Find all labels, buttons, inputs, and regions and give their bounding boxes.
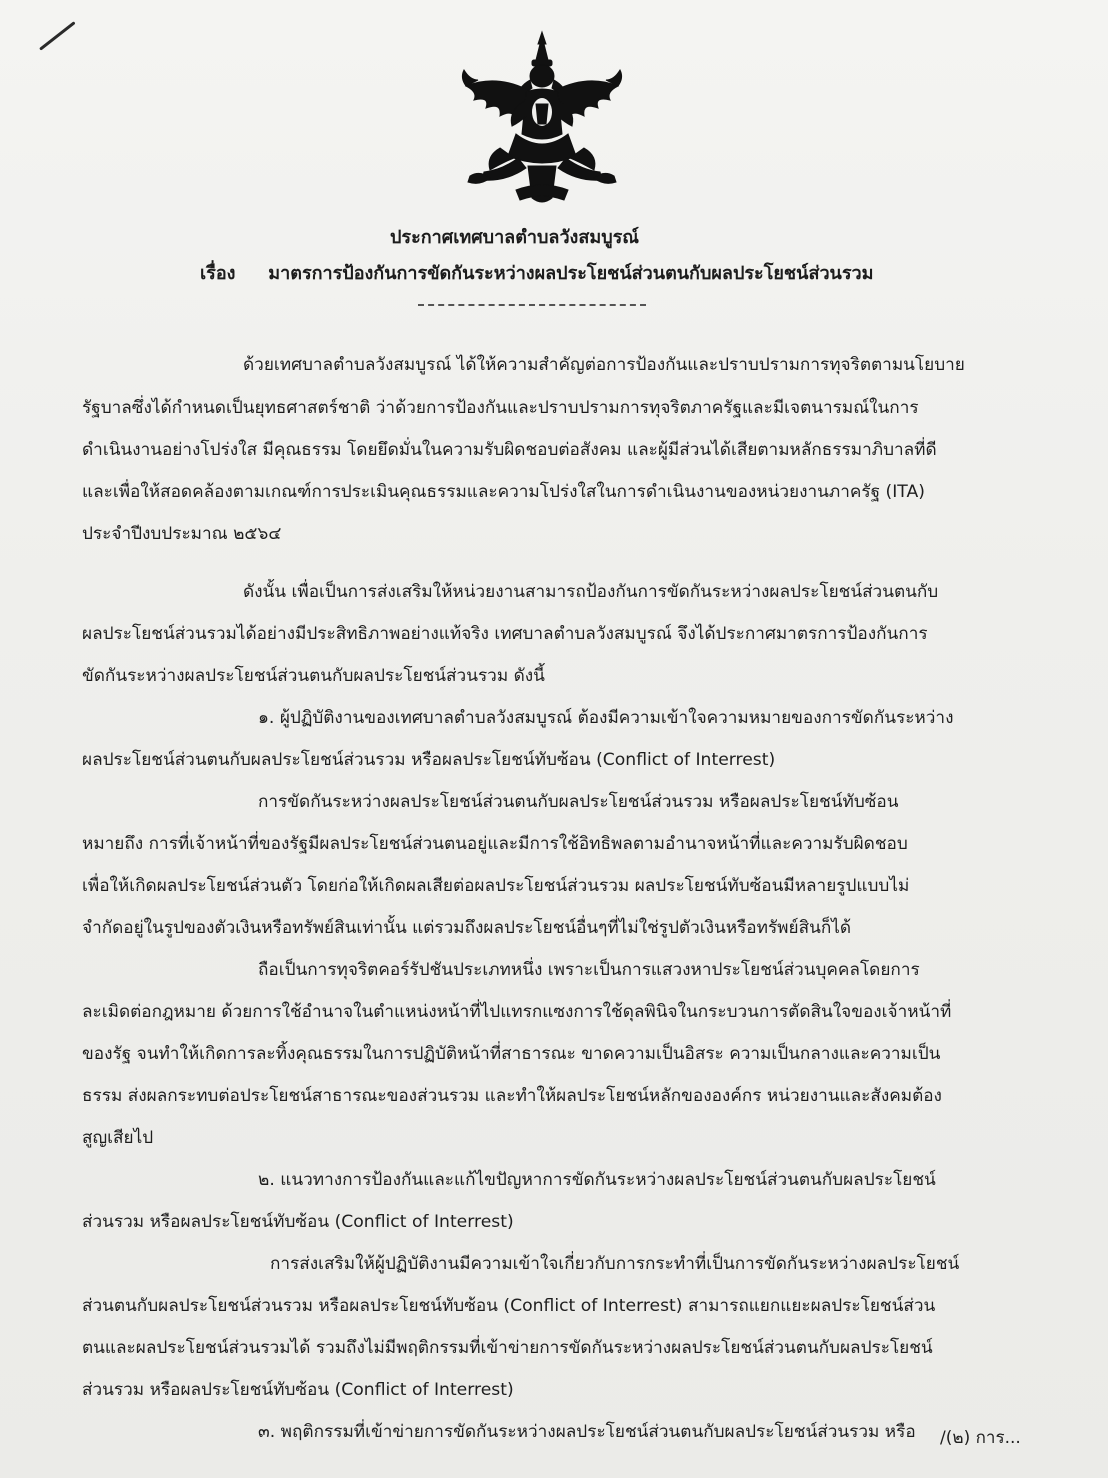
body-line: ดังนั้น เพื่อเป็นการส่งเสริมให้หน่วยงานสามารถป้องกันการขัดกันระหว่างผลประโยชน์ส่วนตนกับ <box>243 582 939 602</box>
body-line: ประจำปีงบประมาณ ๒๕๖๔ <box>82 524 282 544</box>
body-line: ถือเป็นการทุจริตคอร์รัปชันประเภทหนึ่ง เพราะเป็นการแสวงหาประโยชน์ส่วนบุคคลโดยการ <box>258 960 920 980</box>
subject-label: เรื่อง <box>200 263 236 284</box>
body-line: การส่งเสริมให้ผู้ปฏิบัติงานมีความเข้าใจเกี่ยวกับการกระทำที่เป็นการขัดกันระหว่างผลประโยชน์ <box>270 1254 960 1274</box>
continuation-note: /(๒) การ... <box>940 1428 1021 1448</box>
subject-row <box>200 258 874 287</box>
body-line: รัฐบาลซึ่งได้กำหนดเป็นยุทธศาสตร์ชาติ ว่าด้วยการป้องกันและปราบปรามการทุจริตภาครัฐและมีเจตนารมณ์ในการ <box>82 398 919 418</box>
body-line: ส่วนรวม หรือผลประโยชน์ทับซ้อน (Conflict of Interrest) <box>82 1212 514 1232</box>
body-line: จำกัดอยู่ในรูปของตัวเงินหรือทรัพย์สินเท่านั้น แต่รวมถึงผลประโยชน์อื่นๆที่ไม่ใช่รูปตัวเงินหรือทรัพย์สินก็ได้ <box>82 918 852 938</box>
body-line: ส่วนตนกับผลประโยชน์ส่วนรวม หรือผลประโยชน์ทับซ้อน (Conflict of Interrest) สามารถแยกแยะผลประโยชน์ส่วน <box>82 1296 936 1316</box>
body-line: ๒. แนวทางการป้องกันและแก้ไขปัญหาการขัดกันระหว่างผลประโยชน์ส่วนตนกับผลประโยชน์ <box>258 1170 936 1190</box>
body-line: ด้วยเทศบาลตำบลวังสมบูรณ์ ได้ให้ความสำคัญต่อการป้องกันและปราบปรามการทุจริตตามนโยบาย <box>243 355 965 375</box>
body-line: ๑. ผู้ปฏิบัติงานของเทศบาลตำบลวังสมบูรณ์ ต้องมีความเข้าใจความหมายของการขัดกันระหว่าง <box>258 708 954 728</box>
body-line: ผลประโยชน์ส่วนรวมได้อย่างมีประสิทธิภาพอย่างแท้จริง เทศบาลตำบลวังสมบูรณ์ จึงได้ประกาศมาตรการป้องกันการ <box>82 624 928 644</box>
body-line: ธรรม ส่งผลกระทบต่อประโยชน์สาธารณะของส่วนรวม และทำให้ผลประโยชน์หลักขององค์กร หน่วยงานและสังคมต้อง <box>82 1086 942 1106</box>
body-line: ของรัฐ จนทำให้เกิดการละทิ้งคุณธรรมในการปฏิบัติหน้าที่สาธารณะ ขาดความเป็นอิสระ ความเป็นกลางและความเป็น <box>82 1044 941 1064</box>
title-divider <box>418 304 646 306</box>
body-line: ดำเนินงานอย่างโปร่งใส มีคุณธรรม โดยยึดมั่นในความรับผิดชอบต่อสังคม และผู้มีส่วนได้เสียตามหลักธรรมาภิบาลที่ดี <box>82 440 937 460</box>
document-title: ประกาศเทศบาลตำบลวังสมบูรณ์ <box>390 227 639 248</box>
garuda-emblem-icon <box>456 30 628 206</box>
pen-mark <box>39 21 76 50</box>
subject-text: มาตรการป้องกันการขัดกันระหว่างผลประโยชน์ส่วนตนกับผลประโยชน์ส่วนรวม <box>268 263 874 284</box>
body-line: ขัดกันระหว่างผลประโยชน์ส่วนตนกับผลประโยชน์ส่วนรวม ดังนี้ <box>82 666 545 686</box>
body-line: และเพื่อให้สอดคล้องตามเกณฑ์การประเมินคุณธรรมและความโปร่งใสในการดำเนินงานของหน่วยงานภาครัฐ (ITA) <box>82 482 925 502</box>
body-line: ผลประโยชน์ส่วนตนกับผลประโยชน์ส่วนรวม หรือผลประโยชน์ทับซ้อน (Conflict of Interrest) <box>82 750 776 770</box>
body-line: การขัดกันระหว่างผลประโยชน์ส่วนตนกับผลประโยชน์ส่วนรวม หรือผลประโยชน์ทับซ้อน <box>258 792 899 812</box>
body-line: ๓. พฤติกรรมที่เข้าข่ายการขัดกันระหว่างผลประโยชน์ส่วนตนกับผลประโยชน์ส่วนรวม หรือ <box>258 1422 916 1442</box>
body-line: หมายถึง การที่เจ้าหน้าที่ของรัฐมีผลประโยชน์ส่วนตนอยู่และมีการใช้อิทธิพลตามอำนาจหน้าที่และความรับผิดชอบ <box>82 834 908 854</box>
body-line: ตนและผลประโยชน์ส่วนรวมได้ รวมถึงไม่มีพฤติกรรมที่เข้าข่ายการขัดกันระหว่างผลประโยชน์ส่วนตนกับผลประโยชน์ <box>82 1338 933 1358</box>
body-line: เพื่อให้เกิดผลประโยชน์ส่วนตัว โดยก่อให้เกิดผลเสียต่อผลประโยชน์ส่วนรวม ผลประโยชน์ทับซ้อนมีหลายรูปแบบไม่ <box>82 876 910 896</box>
body-line: ส่วนรวม หรือผลประโยชน์ทับซ้อน (Conflict of Interrest) <box>82 1380 514 1400</box>
body-line: ละเมิดต่อกฎหมาย ด้วยการใช้อำนาจในตำแหน่งหน้าที่ไปแทรกแซงการใช้ดุลพินิจในกระบวนการตัดสินใจของเจ้าหน้าที่ <box>82 1002 952 1022</box>
body-line: สูญเสียไป <box>82 1128 154 1148</box>
